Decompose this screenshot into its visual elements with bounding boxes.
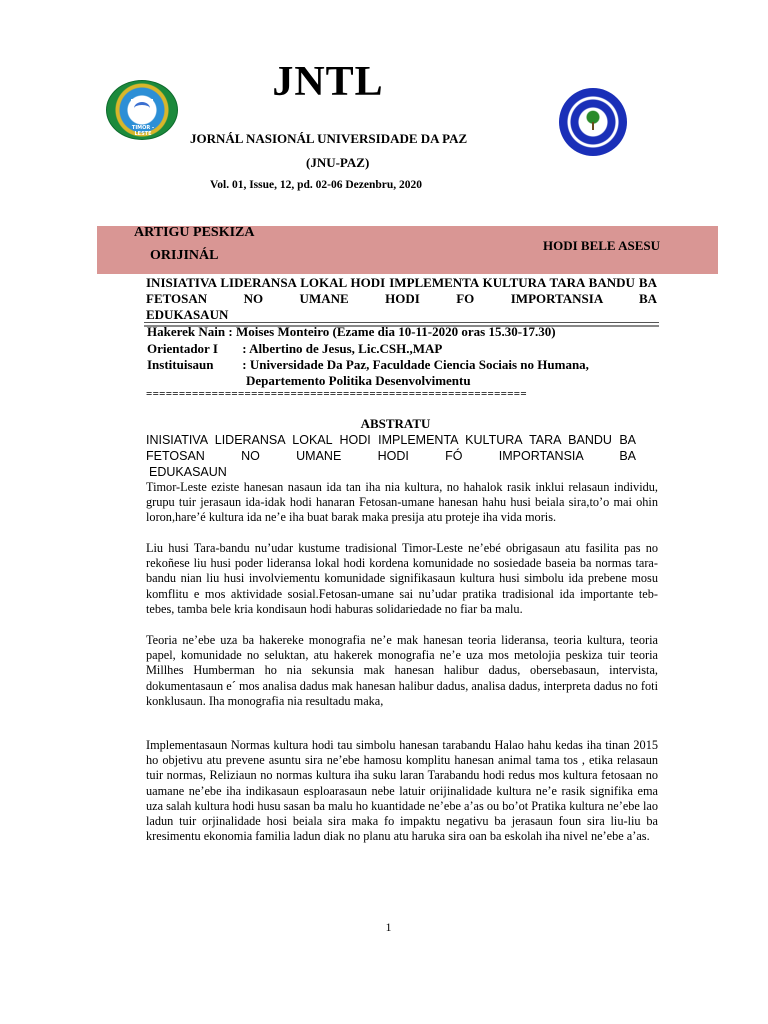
advisor-row bbox=[147, 341, 442, 357]
abstract-title-last: EDUKASAUN bbox=[149, 465, 227, 479]
faculty-logo bbox=[559, 88, 627, 156]
divider-top bbox=[144, 322, 659, 323]
abstract-paragraph-1: Timor-Leste eziste hanesan nasaun ida tan iha nia kultura, no hahalok rasik inklui relasaun individu, grupu tuir jerasaun ida-idak hodi hanaran Fetosan-umane hanesan hahu husi beiala sira,to’o mai ohin loron,hare’é kultura ida ne’e iha buat barak maka presija atu proteje iha vida moris. bbox=[146, 480, 658, 525]
abstract-heading: ABSTRATU bbox=[360, 416, 431, 431]
journal-name: JORNÁL NASIONÁL UNIVERSIDADE DA PAZ bbox=[190, 131, 468, 146]
page-number: 1 bbox=[385, 920, 392, 934]
abstract-title-main: INISIATIVA LIDERANSA LOKAL HODI IMPLEMENTA KULTURA TARA BANDU BA FETOSAN NO UMANE HODI FÓ IMPORTANSIA BA bbox=[146, 433, 636, 463]
author-value: Moises Monteiro (Ezame dia 10-11-2020 oras 15.30-17.30) bbox=[235, 324, 556, 339]
abstract-paragraph-2: Liu husi Tara-bandu nu’udar kustume tradisional Timor-Leste ne’ebé obrigasaun atu fasilita pas no rekoñese liu husi poder lideransa lokal hodi kordena komunidade no sosiedade baseia ba normas tara-bandu nian liu husi involviementu komunidade signifikasaun kultura husi simbolu ida prebene mosu komflitu e mos aktividade sosial.Fetosan-umane sai nu’udar pratika tradisional ida importante teb-tebes, tamba bele kria kondisaun hodi haburas solidariedade no fiar ba malu. bbox=[146, 541, 658, 616]
dove-icon bbox=[134, 102, 150, 115]
institution-value: : Universidade Da Paz, Faculdade Ciencia Sociais no Humana, bbox=[242, 357, 589, 372]
advisor-value: : Albertino de Jesus, Lic.CSH.,MAP bbox=[242, 341, 443, 356]
journal-abbreviation: (JNU-PAZ) bbox=[306, 155, 370, 170]
author-label: Hakerek Nain : bbox=[147, 324, 233, 339]
abstract-title bbox=[146, 432, 636, 480]
article-title-last: EDUKASAUN bbox=[146, 307, 229, 322]
tree-trunk bbox=[592, 122, 594, 130]
institution-row bbox=[147, 357, 589, 373]
journal-title: JNTL bbox=[272, 59, 384, 105]
abstract-paragraph-4: Implementasaun Normas kultura hodi tau simbolu hanesan tarabandu Halao hahu kedas iha tinan 2015 ho objetivu atu prevene asuntu sira ne’ebe hamosu komplitu hanesan animal tama tos , etika relasaun tuir normas, Reliziaun no normas kultura iha suku laran Tarabandu hodi redus mos kultura fetosaan no uamane ne’ebe iha indikasaun esploarasaun nebe latuir orijinalidade kultura ne’e rasik signifika ema uza salah kultura hodi husu sasan ba malu ho kuantidade ne’ebe a’as ou bo’ot Pratika kultura ne’ebe lao ladun tuir orjinalidade hosi beiala sira maka fo impaktu negativu ba jerasaun foun sira liu-liu ba kresimentu ekonomia familia ladun diak no planu atu haruka sira oan ba eskolah iha nivel ne’ebe a’as. bbox=[146, 738, 658, 844]
article-title bbox=[146, 275, 657, 323]
banner-access: HODI BELE ASESU bbox=[543, 238, 661, 253]
separator-line: ========================================================== bbox=[146, 388, 527, 400]
university-logo bbox=[106, 80, 178, 140]
advisor-label: Orientador I bbox=[147, 341, 218, 356]
author-row bbox=[147, 324, 556, 340]
banner-type-line2: ORIJINÁL bbox=[150, 248, 219, 263]
institution-label: Instituisaun bbox=[147, 357, 214, 372]
issue-info: Vol. 01, Issue, 12, pd. 02-06 Dezenbru, 2020 bbox=[210, 179, 423, 191]
institution-department: Departemento Politika Desenvolvimentu bbox=[246, 373, 471, 388]
abstract-paragraph-3: Teoria ne’ebe uza ba hakereke monografia ne’e mak hanesan teoria lideransa, teoria kultura, teoria papel, komunidade no seluktan, atu hakerek monografia ne’e uza mos metolojia peskiza tuir teoria Millhes Humberman ho nia sekunsia mak hanesan halibur dadus, obersebasaun, intervista, dokumentasaun e´ mos analisa dadus mak hanesan halibur dadus, analisa dadus, interpreta dadus no foti konklusaun. Iha monografia nia resultadu maka, bbox=[146, 633, 658, 708]
logo-label: TIMOR - LESTE bbox=[131, 125, 155, 137]
banner-type-line1: ARTIGU PESKIZA bbox=[134, 225, 255, 240]
article-title-main: INISIATIVA LIDERANSA LOKAL HODI IMPLEMENTA KULTURA TARA BANDU BA FETOSAN NO UMANE HODI FO IMPORTANSIA BA bbox=[146, 275, 657, 306]
